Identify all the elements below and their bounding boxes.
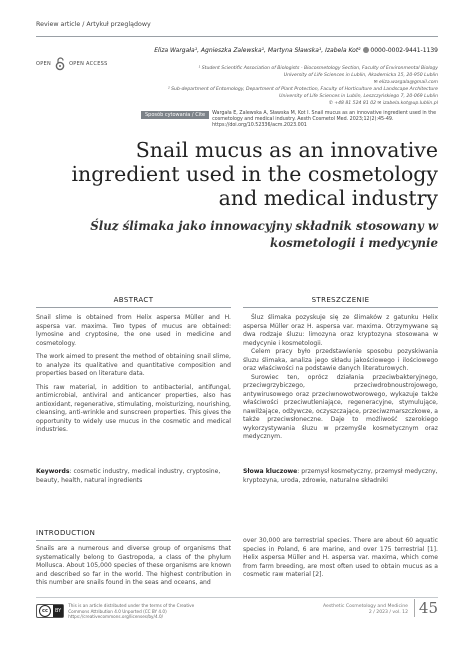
streszczenie-section xyxy=(243,296,438,442)
cc-by-icon[interactable]: cc BY xyxy=(36,604,64,618)
affiliation-contact[interactable]: ✆ +48 81 524 81 02 ✉ izabela.kot@up.lublin.pl xyxy=(328,101,438,106)
open-access-badge xyxy=(36,57,108,71)
orcid-id[interactable]: 0000-0002-9441-1139 xyxy=(370,47,438,54)
abstract-paragraph: This raw material, in addition to antibacterial, antifungal, antimicrobial, antiviral and anticancer properties, also has antioxidant, regenerative, stimulating, moisturizing, nourishing, cleansing, anti-wrinkle and sunscreen properties. This gives the opportunity to widely use mucus in the cosmetic and medical industries. xyxy=(36,383,231,433)
affiliation-line: University of Life Sciences in Lublin, Akademicka 15, 20-950 Lublin xyxy=(283,73,438,78)
abstract-section xyxy=(36,296,231,440)
journal-issue: 2 / 2023 / vol. 12 xyxy=(368,610,408,615)
introduction-heading: INTRODUCTION xyxy=(36,529,231,541)
affiliations xyxy=(138,66,438,108)
affiliation-email[interactable]: ✉ eliza.wargala@gmail.com xyxy=(373,80,438,85)
abstract-heading: ABSTRACT xyxy=(36,296,231,308)
introduction-text-left: Snails are a numerous and diverse group of organisms that systematically belong to Gastropoda, a class of the phylum Mollusca. About 105,000 species of these organisms are known and described so far in the world. The highest contribution in this number are snails found in the seas and oceans, and xyxy=(36,545,231,587)
affiliation-line: ² Sub-department of Entomology, Department of Plant Protection, Faculty of Horticulture and Landscape Architecture xyxy=(167,87,438,92)
article-subtitle-polish: Śluz ślimaka jako innowacyjny składnik stosowany w kosmetologii i medycynie xyxy=(90,219,438,250)
citation-text: Wargała E, Zalewska A, Sławska M, Kot I. Snail mucus as an innovative ingredient used in the cosmetology and medical industry. Aesth Cosmetol Med. 2023;12(2):45-49. https://doi.org/10.52336/acm.2023.001 xyxy=(212,111,437,128)
affiliation-line: ¹ Student Scientific Association of Biologists - Biocosmetology Section, Faculty of Environmental Biology xyxy=(198,66,438,71)
page-number: 45 xyxy=(414,599,438,617)
journal-name: Aesthetic Cosmetology and Medicine xyxy=(322,604,408,609)
author-line xyxy=(154,47,438,54)
article-title: Snail mucus as an innovative ingredient used in the cosmetology and medical industry xyxy=(71,138,438,210)
open-access-label: OPEN ACCESS xyxy=(69,61,108,67)
orcid-icon xyxy=(363,47,369,53)
abstract-paragraph: Snail slime is obtained from Helix aspersa Müller and H. aspersa var. maxima. Two types of mucus are obtained: lymosine and cryptosine, the one used in medicine and cosmetology. xyxy=(36,314,231,347)
article-type: Review article / Artykuł przeglądowy xyxy=(36,21,151,28)
keywords-label: Keywords xyxy=(36,468,70,475)
streszczenie-paragraph: Śluz ślimaka pozyskuje się ze ślimaków z gatunku Helix aspersa Müller oraz H. aspersa var. maxima. Otrzymywane są dwa rodzaje śluzu: limozyna oraz kryptozyna stosowana w medycynie i kosmetologii. xyxy=(243,314,438,347)
slowa-kluczowe-list: : przemysł kosmetyczny, przemysł medyczny, kryptozyna, uroda, zdrowie, naturalne składniki xyxy=(243,468,438,484)
abstract-body xyxy=(36,314,231,435)
open-access-label-open: OPEN xyxy=(36,61,52,67)
open-access-lock-icon xyxy=(55,57,65,71)
streszczenie-heading: STRESZCZENIE xyxy=(243,296,438,308)
introduction-text-right: over 30,000 are terrestrial species. There are about 60 aquatic species in Poland, 6 are marine, and over 175 terrestrial [1]. Helix aspersa Müller and H. aspersa var. maxima, which come from farm breeding, are most often used to obtain mucus as a cosmetic raw material [2]. xyxy=(243,537,438,579)
streszczenie-body xyxy=(243,314,438,442)
keywords xyxy=(36,468,231,485)
streszczenie-paragraph: Celem pracy było przedstawienie sposobu pozyskiwania śluzu ślimaka, analiza jego składu jakościowego i ilościowego oraz właściwości na podstawie danych literaturowych. xyxy=(243,348,438,372)
affiliation-line: University of Life Sciences in Lublin, Leszczyńskiego 7, 20-069 Lublin xyxy=(279,94,438,99)
journal-info xyxy=(323,604,408,616)
keywords-list: : cosmetic industry, medical industry, cryptosine, beauty, health, natural ingredients xyxy=(36,468,221,484)
abstract-paragraph: The work aimed to present the method of obtaining snail slime, to analyze its qualitative and quantitative composition and properties based on literature data. xyxy=(36,353,231,377)
footer-divider xyxy=(36,597,438,598)
citation-label: Sposób cytowania / Cite xyxy=(141,111,209,119)
citation-block xyxy=(141,111,439,133)
header-divider xyxy=(36,36,438,37)
author-names: Eliza Wargała¹, Agnieszka Zalewska¹, Martyna Sławska¹, Izabela Kot² xyxy=(154,47,363,54)
cc-by-label: BY xyxy=(53,605,63,617)
streszczenie-paragraph: Surowiec ten, oprócz działania przeciwbakteryjnego, przeciwgrzybiczego, przeciwdrobnoustrojowego, antywirusowego oraz przeciwnowotworowego, wykazuje także właściwości przeciwutleniające, regeneracyjne, stymulujące, nawilżające, odżywcze, oczyszczające, przeciwzmarszczkowe, a także przeciwsłoneczne. Daje to możliwość szerokiego wykorzystywania śluzu w przemyśle kosmetycznym oraz medycznym. xyxy=(243,373,438,440)
slowa-kluczowe xyxy=(243,468,438,485)
license-text: This is an article distributed under the terms of the Creative Commons Attribution 4.0 Unported (CC BY 4.0) https://creativecommons.org/licenses/by/4.0/ xyxy=(68,603,195,619)
slowa-kluczowe-label: Słowa kluczowe xyxy=(243,468,298,475)
license-block xyxy=(36,603,198,620)
